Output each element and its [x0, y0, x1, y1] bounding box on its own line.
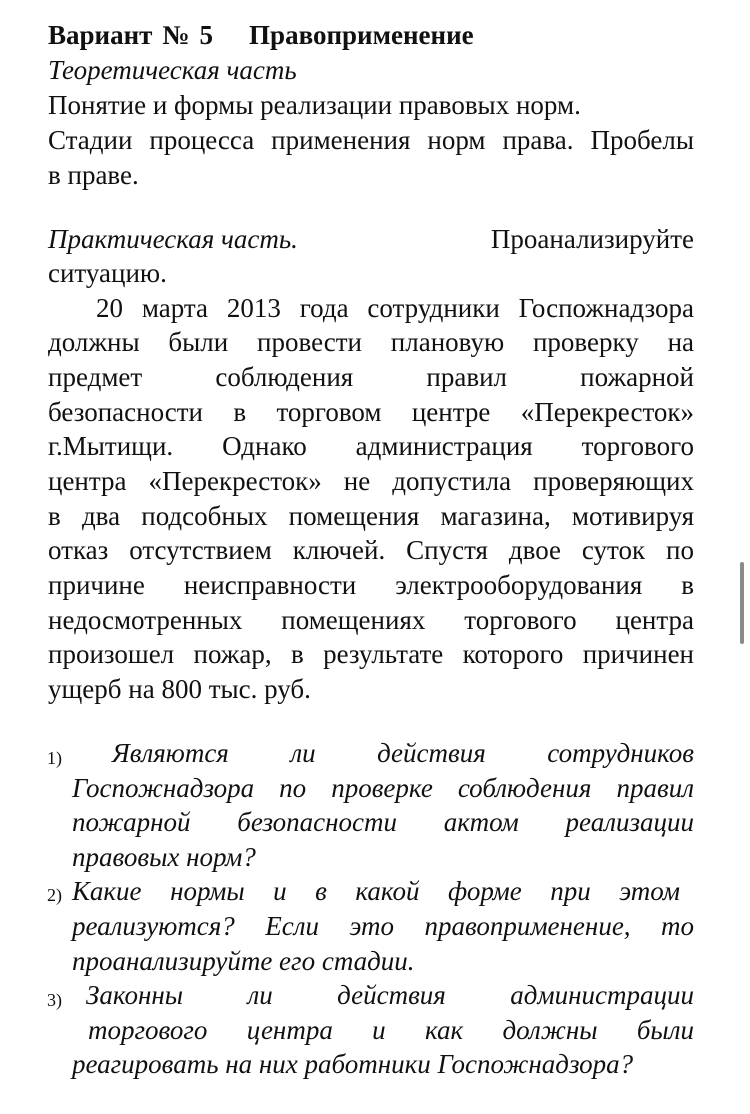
question-line: Законны ли действия администрации — [86, 980, 694, 1010]
case-line: недосмотренных помещениях торгового центра — [48, 605, 694, 635]
theory-line: в праве. — [48, 160, 139, 190]
theory-line: Стадии процесса применения норм права. Пробелы — [48, 125, 694, 155]
variant-label: Вариант — [48, 20, 153, 50]
question-line: Являются ли действия сотрудников — [112, 738, 694, 768]
case-line: 20 марта 2013 года сотрудники Госпожнадзора — [96, 293, 694, 323]
theory-label: Теоретическая часть — [48, 55, 297, 85]
practice-label: Практическая часть. — [48, 224, 298, 254]
question-line: Госпожнадзора по проверке соблюдения правил — [72, 773, 694, 803]
case-line: безопасности в торговом центре «Перекресток» — [48, 397, 694, 427]
question-line: Какие нормы и в какой форме при этом — [72, 876, 680, 906]
case-line: центра «Перекресток» не допустила проверяющих — [48, 466, 694, 496]
practice-instruction: Проанализируйте — [490, 224, 694, 254]
case-line: отказ отсутствием ключей. Спустя двое суток по — [48, 535, 694, 565]
case-line: г.Мытищи. Однако администрация торгового — [48, 431, 694, 461]
question-line: торгового центра и как должны были — [88, 1015, 694, 1045]
practice-instruction-continued: ситуацию. — [48, 258, 167, 288]
question-line: правовых норм? — [72, 842, 256, 872]
question-line: реализуются? Если это правоприменение, то — [72, 911, 694, 941]
question-number: 2) — [47, 885, 62, 905]
vertical-scrollbar[interactable] — [740, 562, 744, 644]
question-number: 1) — [47, 748, 62, 768]
case-line: должны были провести плановую проверку на — [48, 327, 694, 357]
theory-line: Понятие и формы реализации правовых норм. — [48, 90, 581, 120]
practice-heading — [48, 222, 694, 256]
question-line: пожарной безопасности актом реализации — [72, 807, 694, 837]
case-line: ущерб на 800 тыс. руб. — [48, 674, 311, 704]
number-sign: № — [162, 20, 190, 50]
case-line: в два подсобных помещения магазина, мотивируя — [48, 501, 694, 531]
case-line: произошел пожар, в результате которого причинен — [48, 639, 694, 669]
question-number: 3) — [47, 990, 62, 1010]
question-line: проанализируйте его стадии. — [72, 946, 415, 976]
case-line: причине неисправности электрооборудования в — [48, 570, 694, 600]
question-line: реагировать на них работники Госпожнадзора? — [72, 1049, 634, 1079]
variant-number: 5 — [199, 20, 214, 50]
case-line: предмет соблюдения правил пожарной — [48, 362, 694, 392]
document-title — [48, 18, 694, 52]
topic-title: Правоприменение — [249, 20, 474, 50]
